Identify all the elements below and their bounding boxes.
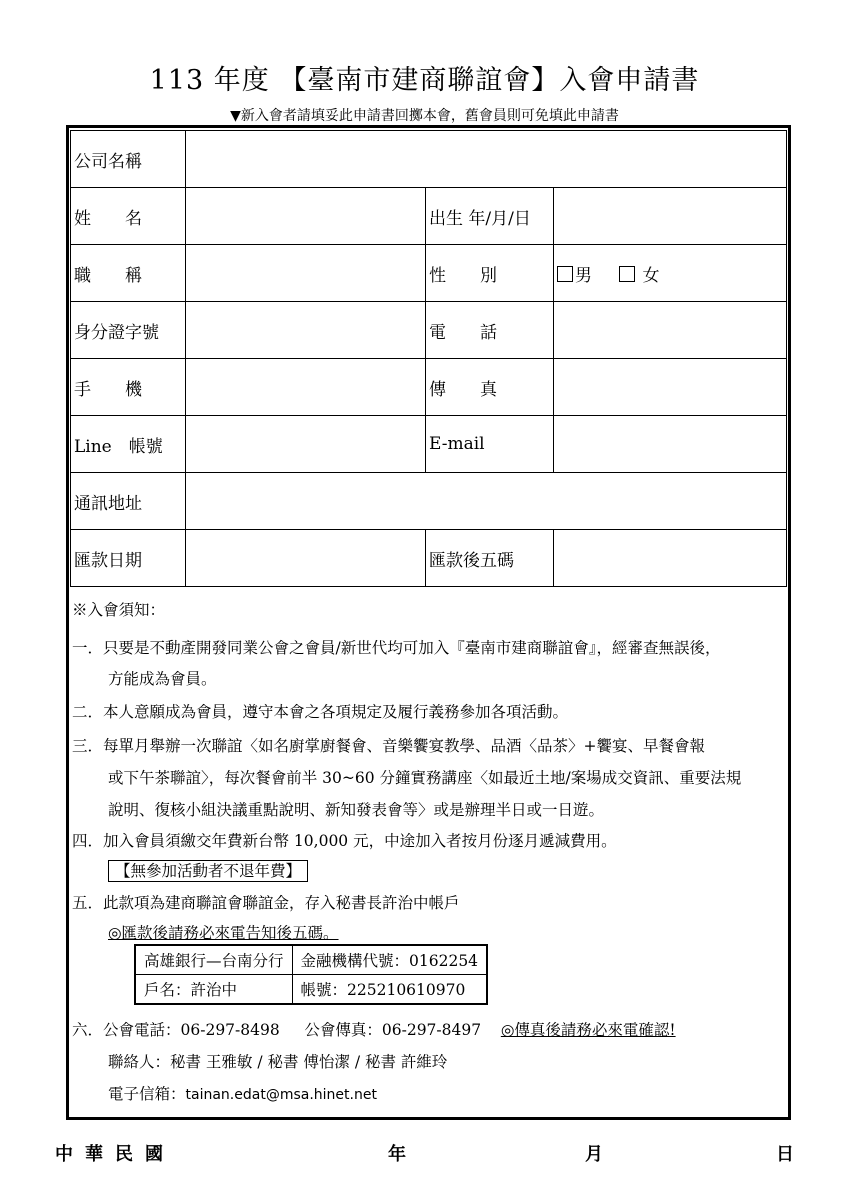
rule-1a: 一．只要是不動產開發同業公會之會員/新世代均可加入『臺南市建商聯誼會』，經審查無誤後， — [72, 639, 721, 657]
company-label: 公司名稱 — [71, 131, 186, 188]
address-field[interactable] — [186, 473, 787, 530]
fax-field[interactable] — [554, 359, 787, 416]
fax-confirm-note: ◎傳真後請務必來電確認! — [500, 1021, 676, 1039]
rule-6 — [72, 1018, 676, 1040]
id-field[interactable] — [186, 302, 426, 359]
date-year: 年 — [388, 1144, 418, 1165]
assoc-email-label: 電子信箱： — [108, 1085, 186, 1103]
rule-3a: 三．每單月舉辦一次聯誼〈如名廚掌廚餐會、音樂饗宴教學、品酒〈品茶〉+饗宴、早餐會報 — [72, 737, 705, 755]
row-mobile — [71, 359, 787, 416]
gender-label: 性 別 — [426, 245, 554, 302]
row-company — [71, 131, 787, 188]
bank-code: 金融機構代號：0162254 — [292, 945, 487, 975]
account-name: 戶名：許治中 — [135, 975, 292, 1005]
female-label: 女 — [642, 265, 660, 286]
row-id — [71, 302, 787, 359]
phone-label: 電 話 — [426, 302, 554, 359]
no-refund-note: 【無參加活動者不退年費】 — [108, 860, 308, 882]
rules-heading: ※入會須知： — [72, 601, 166, 619]
line-field[interactable] — [186, 416, 426, 473]
male-checkbox[interactable] — [557, 266, 573, 282]
row-address — [71, 473, 787, 530]
job-title-field[interactable] — [186, 245, 426, 302]
row-remit — [71, 530, 787, 587]
rule-3b: 或下午茶聯誼〉，每次餐會前半 30~60 分鐘實務講座〈如最近土地/案場成交資訊、重要法規 — [108, 769, 742, 787]
account-number: 帳號：225210610970 — [292, 975, 487, 1005]
line-label: Line 帳號 — [71, 416, 186, 473]
address-label: 通訊地址 — [71, 473, 186, 530]
email-label: E-mail — [426, 416, 554, 473]
id-label: 身分證字號 — [71, 302, 186, 359]
female-checkbox[interactable] — [619, 266, 635, 282]
rule-5: 五．此款項為建商聯誼會聯誼金，存入秘書長許治中帳戶 — [72, 894, 460, 912]
row-name — [71, 188, 787, 245]
birth-field[interactable] — [554, 188, 787, 245]
assoc-phone: 六．公會電話：06-297-8498 — [72, 1021, 280, 1039]
remit-last5-field[interactable] — [554, 530, 787, 587]
assoc-fax: 公會傳真：06-297-8497 — [304, 1021, 482, 1039]
remit-last5-label: 匯款後五碼 — [426, 530, 554, 587]
row-title — [71, 245, 787, 302]
application-form-table — [70, 130, 787, 587]
name-field[interactable] — [186, 188, 426, 245]
email-field[interactable] — [554, 416, 787, 473]
fax-label: 傳 真 — [426, 359, 554, 416]
rule-3c: 說明、復核小組決議重點說明、新知發表會等〉或是辦理半日或一日遊。 — [108, 801, 605, 819]
job-title-label: 職 稱 — [71, 245, 186, 302]
date-month: 月 — [585, 1144, 615, 1165]
phone-field[interactable] — [554, 302, 787, 359]
bank-name: 高雄銀行—台南分行 — [135, 945, 292, 975]
email-line — [108, 1082, 377, 1104]
mobile-label: 手 機 — [71, 359, 186, 416]
company-field[interactable] — [186, 131, 787, 188]
date-day: 日 — [776, 1144, 806, 1165]
male-label: 男 — [575, 265, 592, 286]
rule-4: 四．加入會員須繳交年費新台幣 10,000 元，中途加入者按月份逐月遞減費用。 — [72, 832, 617, 850]
date-roc: 中華民國 — [55, 1144, 175, 1165]
remit-date-field[interactable] — [186, 530, 426, 587]
remit-notice: ◎匯款後請務必來電告知後五碼。 — [108, 924, 339, 942]
gender-field — [554, 245, 787, 302]
assoc-email-value[interactable]: tainan.edat@msa.hinet.net — [185, 1087, 377, 1103]
row-line — [71, 416, 787, 473]
contacts: 聯絡人：秘書 王雅敏 / 秘書 傅怡潔 / 秘書 許維玲 — [108, 1053, 448, 1071]
rule-2: 二．本人意願成為會員，遵守本會之各項規定及履行義務參加各項活動。 — [72, 703, 569, 721]
bank-info-table — [134, 944, 488, 1005]
mobile-field[interactable] — [186, 359, 426, 416]
name-label: 姓 名 — [71, 188, 186, 245]
rule-1b: 方能成為會員。 — [108, 670, 217, 688]
birth-label: 出生 年/月/日 — [426, 188, 554, 245]
remit-date-label: 匯款日期 — [71, 530, 186, 587]
page-title: 113 年度 【臺南市建商聯誼會】入會申請書 — [149, 65, 700, 96]
notice-text: ▼新入會者請填妥此申請書回擲本會，舊會員則可免填此申請書 — [230, 108, 619, 124]
